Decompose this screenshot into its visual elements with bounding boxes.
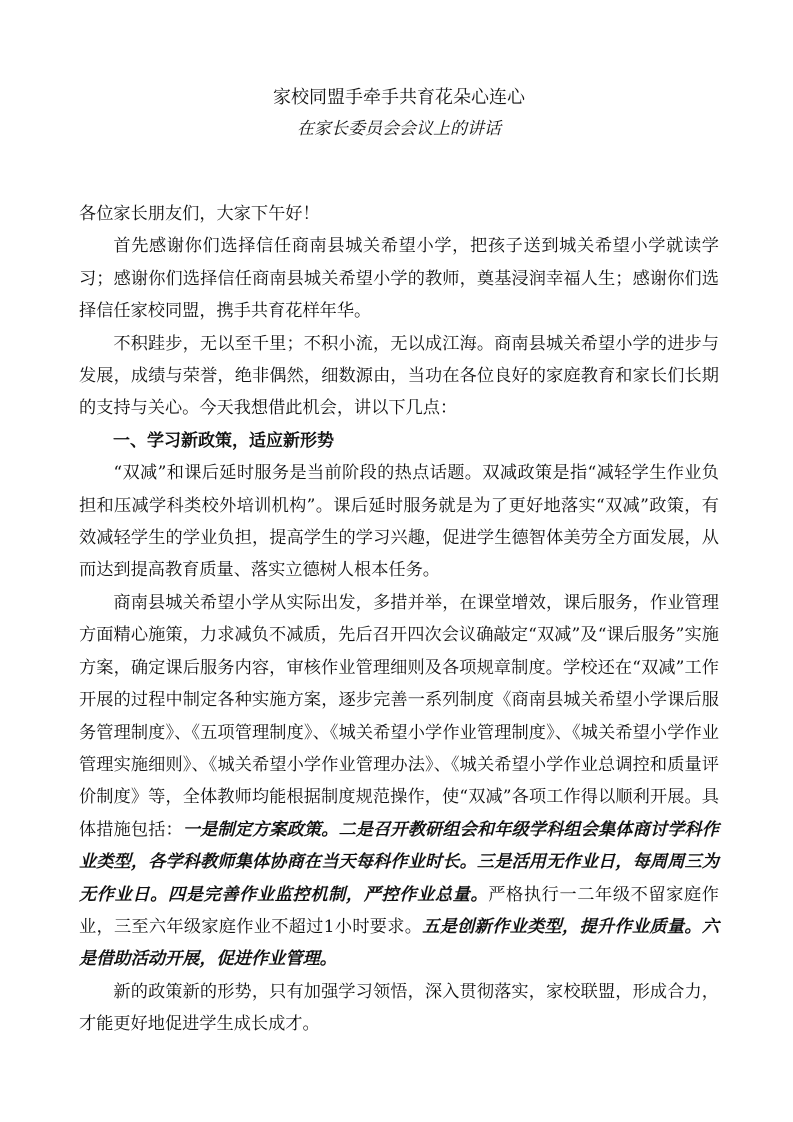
measures-middle: 严格执行一二年级不留家庭作业，三至六年级家庭作业不超过1小时要求。 [79, 884, 719, 937]
measures-list-2: 五是创新作业类型，提升作业质量。六是借助活动开展，促进作业管理。 [79, 916, 720, 970]
measures-intro: 商南县城关希望小学从实际出发，多措并举，在课堂增效，课后服务，作业管理方面精心施策，力求减负不减质，先后召开四次会议确敲定“双减”及“课后服务”实施方案，确定课后服务内容，审核作业管理细则及各项规章制度。学校还在“双减”工作开展的过程中制定各种实施方案，逐步完善一系列制度《商南县城关希望小学课后服务管理制度》、《五项管理制度》、《城关希望小学作业管理制度》、《城关希望小学作业管理实施细则》、《城关希望小学作业管理办法》、《城关希望小学作业总调控和质量评价制度》等，全体教师均能根据制度规范操作，使“双减”各项工作得以顺利开展。具体措施包括： [79, 592, 719, 840]
paragraph-double-reduction: “双减”和课后延时服务是当前阶段的热点话题。双减政策是指“减轻学生作业负担和压减学科类校外培训机构”。课后延时服务就是为了更好地落实“双减”政策，有效减轻学生的学业负担，提高学生的学习兴趣，促进学生德智体美劳全方面发展，从而达到提高教育质量、落实立德树人根本任务。 [79, 463, 719, 581]
document-title: 家校同盟手牵手共育花朵心连心 [273, 87, 525, 108]
paragraph-progress: 不积跬步，无以至千里；不积小流，无以成江海。商南县城关希望小学的进步与发展，成绩与荣誉，绝非偶然，细数源由，当功在各位良好的家庭教育和家长们长期的支持与关心。今天我想借此机会，讲以下几点： [79, 333, 719, 419]
greeting: 各位家长朋友们，大家下午好！ [79, 204, 320, 224]
measures-list-1: 一是制定方案政策。二是召开教研组会和年级学科组会集体商讨学科作业类型，各学科教师集体协商在当天每科作业时长。三是活用无作业日，每周周三为无作业日。四是完善作业监控机制，严控作业总量。 [79, 819, 719, 905]
document-body [79, 198, 719, 1041]
section-heading-1: 一、学习新政策，适应新形势 [113, 430, 334, 451]
paragraph-conclusion: 新的政策新的形势，只有加强学习领悟，深入贯彻落实，家校联盟，形成合力，才能更好地促进学生成长成才。 [79, 981, 719, 1035]
paragraph-thanks: 首先感谢你们选择信任商南县城关希望小学，把孩子送到城关希望小学就读学习；感谢你们选择信任商南县城关希望小学的教师，奠基浸润幸福人生；感谢你们选择信任家校同盟，携手共育花样年华。 [79, 236, 719, 322]
document-subtitle: 在家长委员会会议上的讲话 [297, 119, 501, 139]
paragraph-measures [79, 587, 719, 976]
